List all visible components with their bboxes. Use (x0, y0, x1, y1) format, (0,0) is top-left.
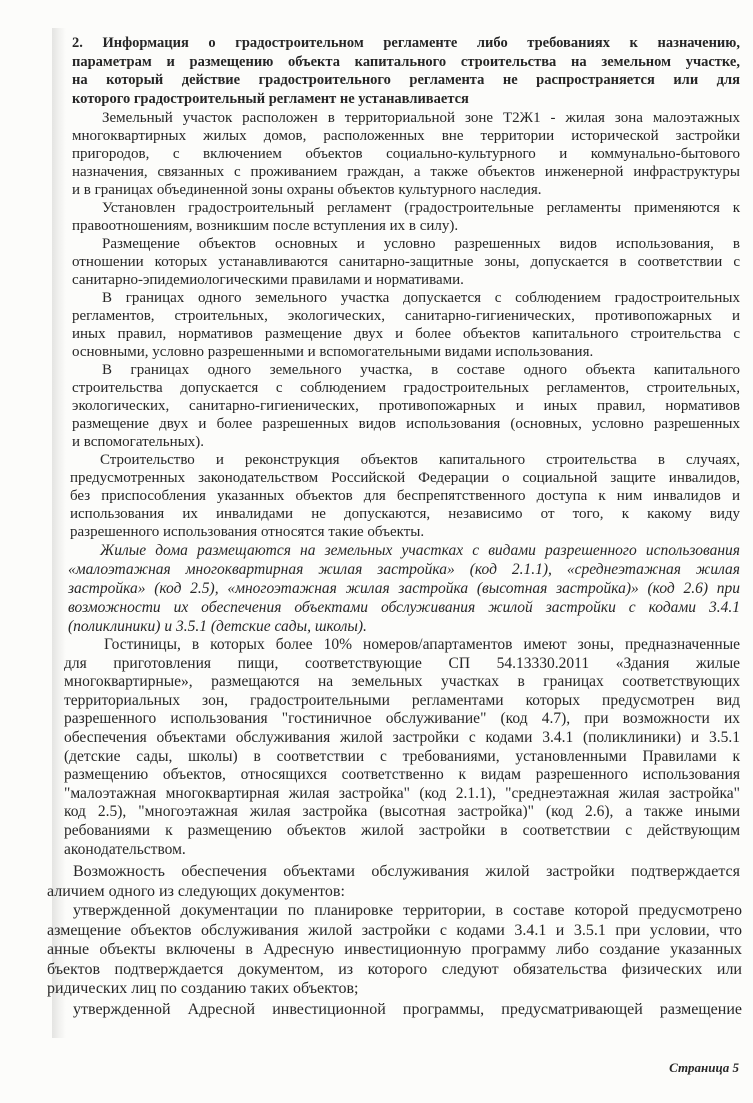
text-line: санитарно-эпидемиологическими правилами и нормативами. (72, 272, 464, 288)
text-line: (детские сады, школы) в соответствии с требованиями, установленными Правилами к (64, 747, 740, 765)
text-line: которого градостроительный регламент не устанавливается (72, 90, 469, 107)
paragraph (70, 451, 740, 541)
text-line: ребованиями к размещению объектов жилой застройки в соответствии с действующим (64, 821, 740, 839)
paragraph (72, 289, 740, 361)
text-line: многоквартирные», размещаются на земельных участках в границах соответствующих (64, 673, 740, 691)
text-line: размещение двух и более разрешенных видов использования (основных, условно разрешенных (72, 416, 740, 432)
paragraph (47, 862, 740, 901)
text-line: пригородов, с включением объектов социально-культурного и коммунально-бытового (72, 146, 740, 162)
text-line: азмещение объектов обслуживания жилой застройки с кодами 3.4.1 и 3.5.1 при условии, что (47, 921, 742, 939)
text-line: 2. Информация о градостроительном регламенте либо требованиях к назначению, (72, 35, 740, 51)
text-line: для приготовления пищи, соответствующие СП 54.13330.2011 «Здания жилые (64, 654, 740, 672)
paragraph (68, 541, 740, 636)
page-number: Страница 5 (669, 1060, 739, 1075)
text-line: обеспечения объектами обслуживания жилой застройки с кодами 3.4.1 (поликлиники) и 3.5.1 (64, 728, 740, 746)
text-line: Жилые дома размещаются на земельных участках с видами разрешенного использования (100, 542, 740, 559)
text-line: "малоэтажная многоквартирная жилая застройка" (код 2.1.1), "среднеэтажная жилая застройка" (64, 784, 740, 802)
text-line: назначения, связанных с проживанием граждан, а также объектов инженерной инфраструктуры (72, 164, 740, 180)
text-line: аконодательством. (64, 840, 186, 858)
text-line: утвержденной Адресной инвестиционной программы, предусматривающей размещение (73, 1001, 742, 1018)
text-line: В границах одного земельного участка допускается с соблюдением градостроительных (102, 290, 740, 306)
paragraph (72, 109, 740, 199)
paragraph (47, 1000, 742, 1020)
text-line: Размещение объектов основных и условно разрешенных видов использования, в (102, 236, 740, 252)
text-line: многоквартирных жилых домов, расположенных вне территории исторической застройки (72, 128, 740, 144)
text-line: строительства допускается с соблюдением градостроительных регламентов, строительных, (72, 380, 740, 396)
text-line: использования их инвалидами не допускаются, независимо от того, к какому виду (70, 506, 740, 522)
paragraph (64, 636, 740, 859)
text-line: (поликлиники) и 3.5.1 (детские сады, школы). (68, 618, 367, 635)
text-line: без приспособления указанных объектов для беспрепятственного доступа к ним инвалидов и (70, 488, 740, 504)
text-line: правоотношениям, возникшим после вступления их в силу). (72, 218, 459, 234)
text-line: анные объекты включены в Адресную инвестиционную программу либо создание указанных (47, 941, 742, 959)
text-line: территориальных зон, градостроительными регламентами которых предусмотрен вид (64, 691, 740, 709)
text-line: ридических лиц по созданию таких объектов; (47, 980, 359, 998)
text-line: предусмотренных законодательством Российской Федерации о социальной защите инвалидов, (70, 470, 740, 486)
text-line: Возможность обеспечения объектами обслуживания жилой застройки подтверждается (73, 863, 740, 880)
text-line: параметрам и размещению объекта капитального строительства на земельном участке, (72, 53, 740, 70)
text-line: Установлен градостроительный регламент (градостроительные регламенты применяются к (102, 200, 740, 216)
text-line: аличием одного из следующих документов: (47, 882, 345, 900)
text-line: «малоэтажная многоквартирная жилая застройка» (код 2.1.1), «среднеэтажная жилая (68, 561, 740, 578)
text-line: возможности их обеспечения объектами обслуживания жилой застройки с кодами 3.4.1 (68, 599, 740, 616)
text-line: основными, условно разрешенными и вспомогательными видами использования. (72, 344, 594, 360)
text-line: код 2.5), "многоэтажная жилая застройка (высотная застройка)" (код 2.6), а также иными (64, 803, 740, 821)
text-line: утвержденной документации по планировке территории, в составе которой предусмотрено (73, 902, 742, 919)
text-line: экологических, санитарно-гигиенических, противопожарных и иных правил, нормативов (72, 398, 740, 414)
text-line: бъектов подтверждается документом, из которого следуют обязательства физических или (47, 960, 742, 978)
text-line: и вспомогательных). (72, 434, 204, 450)
text-line: и в границах объединенной зоны охраны объектов культурного наследия. (72, 182, 542, 198)
paragraph (47, 901, 742, 999)
text-line: регламентов, строительных, экологических, санитарно-гигиенических, противопожарных и (72, 308, 740, 324)
text-line: застройка» (код 2.5), «многоэтажная жилая застройка (высотная застройка)» (код 2.6) при (68, 580, 740, 597)
paragraph (72, 235, 740, 289)
paragraph (72, 361, 740, 451)
section-heading (72, 34, 740, 108)
text-line: разрешенного использования относятся такие объекты. (70, 524, 425, 540)
text-line: Земельный участок расположен в территориальной зоне Т2Ж1 - жилая зона малоэтажных (102, 110, 740, 126)
text-line: В границах одного земельного участка, в составе одного объекта капитального (102, 362, 740, 378)
text-line: отношении которых устанавливаются санитарно-защитные зоны, допускается в соответствии с (72, 254, 740, 270)
text-line: Гостиницы, в которых более 10% номеров/апартаментов имеют зоны, предназначенные (104, 636, 740, 653)
text-line: Строительство и реконструкция объектов капитального строительства в случаях, (100, 452, 740, 468)
text-line: на который действие градостроительного регламента не распространяется или для (72, 72, 740, 88)
text-line: разрешенного использования "гостиничное обслуживание" (код 4.7), при возможности их (64, 710, 740, 728)
text-line: иных правил, нормативов размещение двух и более объектов капитального строительства с (72, 326, 740, 342)
paragraph (72, 199, 740, 235)
text-line: размещению объектов, относящихся соответственно к видам разрешенного использования (64, 766, 740, 784)
